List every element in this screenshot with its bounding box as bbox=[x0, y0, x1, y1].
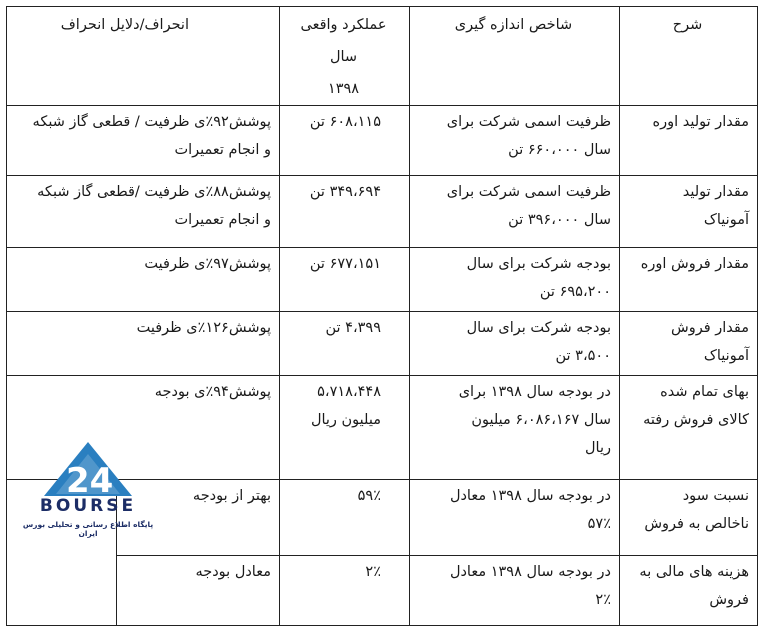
cell-metric: ظرفیت اسمی شرکت برای سال ۳۹۶،۰۰۰ تن bbox=[410, 176, 620, 248]
header-row bbox=[7, 7, 758, 106]
cell-deviation: پوشش۹۴٪ی بودجه bbox=[7, 376, 280, 480]
cell-description: هزینه های مالی به فروش bbox=[620, 556, 758, 626]
cell-description: مقدار فروش آمونیاک bbox=[620, 312, 758, 376]
cell-metric: بودجه شرکت برای سال ۶۹۵،۲۰۰ تن bbox=[410, 248, 620, 312]
empty-cell bbox=[7, 556, 117, 626]
logo-word: BOURSE bbox=[39, 496, 137, 516]
cell-actual: ۶۷۷،۱۵۱ تن bbox=[280, 248, 410, 312]
cell-metric: در بودجه سال ۱۳۹۸ برای سال ۶،۰۸۶،۱۶۷ میلیون ریال bbox=[410, 376, 620, 480]
logo-tagline: پایگاه اطلاع رسانی و تحلیلی بورس ایران bbox=[22, 520, 154, 538]
cell-metric: در بودجه سال ۱۳۹۸ معادل ۲٪ bbox=[410, 556, 620, 626]
cell-metric: در بودجه سال ۱۳۹۸ معادل ۵۷٪ bbox=[410, 480, 620, 556]
header-deviation: انحراف/دلایل انحراف bbox=[7, 7, 280, 106]
svg-text:24: 24 bbox=[66, 461, 114, 498]
cell-metric: بودجه شرکت برای سال ۳،۵۰۰ تن bbox=[410, 312, 620, 376]
cell-description: مقدار تولید اوره bbox=[620, 106, 758, 176]
cell-deviation: پوشش۹۲٪ی ظرفیت / قطعی گاز شبکه و انجام تعمیرات bbox=[7, 106, 280, 176]
cell-description: بهای تمام شده کالای فروش رفته bbox=[620, 376, 758, 480]
cell-actual: ۲٪ bbox=[280, 556, 410, 626]
cell-actual: ۵،۷۱۸،۴۴۸ میلیون ریال bbox=[280, 376, 410, 480]
cell-deviation: بهتر از بودجه bbox=[117, 480, 280, 556]
cell-actual: ۴،۳۹۹ تن bbox=[280, 312, 410, 376]
table-row bbox=[7, 312, 758, 376]
bourse-logo bbox=[14, 440, 162, 536]
table-row bbox=[7, 556, 758, 626]
cell-description: نسبت سود ناخالص به فروش bbox=[620, 480, 758, 556]
header-description: شرح bbox=[620, 7, 758, 106]
cell-actual: ۶۰۸،۱۱۵ تن bbox=[280, 106, 410, 176]
header-actual: عملکرد واقعی سال ۱۳۹۸ bbox=[280, 7, 410, 106]
header-metric: شاخص اندازه گیری bbox=[410, 7, 620, 106]
cell-deviation: پوشش۸۸٪ی ظرفیت /قطعی گاز شبکه و انجام تعمیرات bbox=[7, 176, 280, 248]
table-row bbox=[7, 176, 758, 248]
cell-description: مقدار تولید آمونیاک bbox=[620, 176, 758, 248]
cell-actual: ۵۹٪ bbox=[280, 480, 410, 556]
cell-description: مقدار فروش اوره bbox=[620, 248, 758, 312]
cell-metric: ظرفیت اسمی شرکت برای سال ۶۶۰،۰۰۰ تن bbox=[410, 106, 620, 176]
bourse-logo-icon bbox=[42, 440, 134, 498]
table-row bbox=[7, 248, 758, 312]
cell-deviation: پوشش۹۷٪ی ظرفیت bbox=[7, 248, 280, 312]
table-row bbox=[7, 106, 758, 176]
cell-deviation: معادل بودجه bbox=[117, 556, 280, 626]
cell-deviation: پوشش۱۲۶٪ی ظرفیت bbox=[7, 312, 280, 376]
cell-actual: ۳۴۹،۶۹۴ تن bbox=[280, 176, 410, 248]
